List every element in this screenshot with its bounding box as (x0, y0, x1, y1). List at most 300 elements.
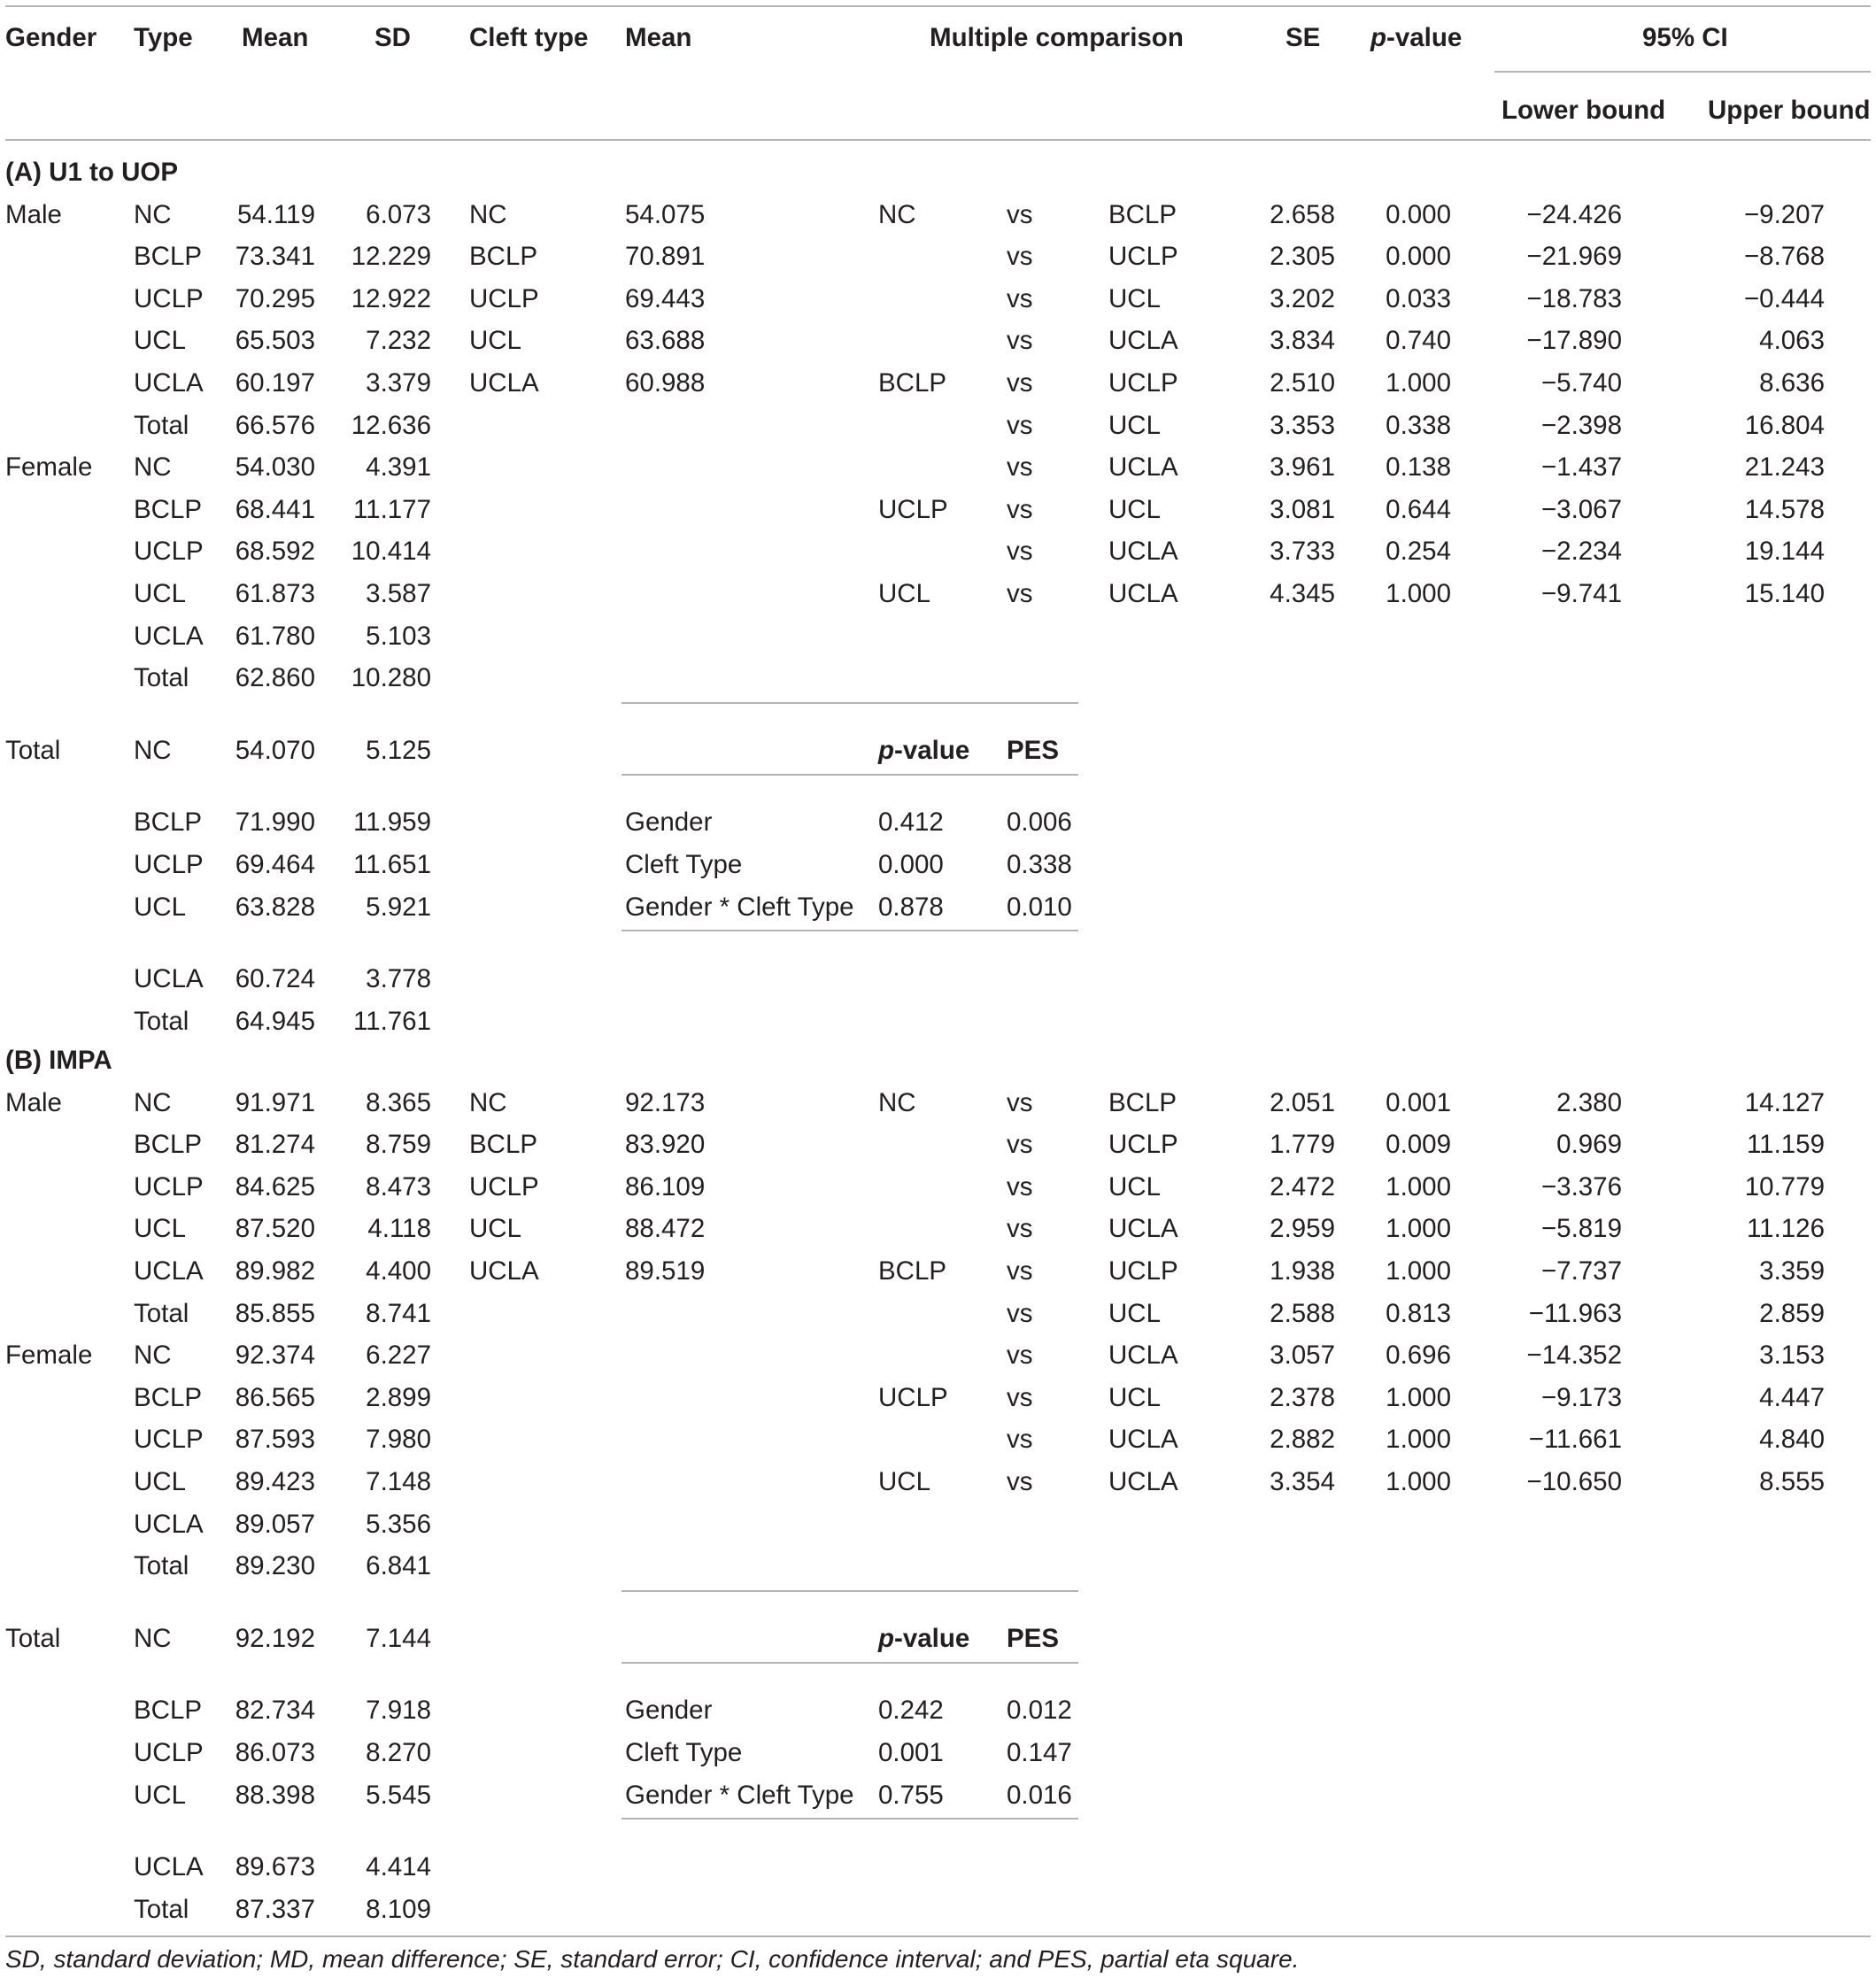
p-letter: p (1370, 23, 1387, 52)
p-suffix: -value (894, 735, 970, 765)
comparison-to-cell: UCLP (1108, 1256, 1178, 1286)
desc-type-cell: NC (134, 1623, 172, 1653)
comparison-from-cell: BCLP (878, 368, 947, 398)
cleft-mean-cell: 60.988 (625, 368, 706, 398)
desc-mean-cell: 63.828 (235, 892, 315, 922)
comparison-to-cell: UCLP (1108, 1130, 1178, 1160)
comparison-lo-cell: −18.783 (1526, 283, 1622, 313)
anova-header-pes: PES (1007, 735, 1060, 765)
comparison-vs-cell: vs (1007, 1425, 1033, 1455)
comparison-p-cell: 1.000 (1386, 1256, 1451, 1286)
desc-gender-cell: Female (5, 1341, 93, 1371)
cleft-type-cell: BCLP (469, 1130, 538, 1160)
comparison-hi-cell: 14.578 (1744, 494, 1825, 524)
desc-mean-cell: 68.441 (235, 494, 315, 524)
comparison-se-cell: 3.961 (1270, 452, 1335, 483)
comparison-p-cell: 0.000 (1386, 242, 1451, 272)
anova-pes-cell: 0.338 (1007, 850, 1072, 879)
desc-type-cell: UCL (134, 1780, 187, 1810)
desc-mean-cell: 85.855 (235, 1298, 315, 1328)
comparison-hi-cell: 11.159 (1746, 1130, 1825, 1160)
desc-mean-cell: 89.673 (235, 1852, 315, 1882)
cleft-mean-cell: 86.109 (625, 1171, 706, 1201)
col-header-cleft-type: Cleft type (469, 23, 589, 52)
desc-mean-cell: 73.341 (235, 242, 315, 272)
desc-type-cell: UCL (134, 326, 187, 356)
desc-type-cell: NC (134, 452, 172, 483)
comparison-se-cell: 3.733 (1270, 537, 1335, 567)
desc-type-cell: NC (134, 199, 172, 229)
cleft-mean-cell: 88.472 (625, 1214, 706, 1244)
desc-mean-cell: 92.374 (235, 1341, 315, 1371)
desc-mean-cell: 87.593 (235, 1425, 315, 1455)
comparison-vs-cell: vs (1007, 242, 1033, 272)
desc-mean-cell: 62.860 (235, 663, 315, 693)
desc-type-cell: BCLP (134, 242, 203, 272)
comparison-lo-cell: −2.234 (1540, 537, 1622, 567)
desc-sd-cell: 8.473 (366, 1171, 431, 1201)
anova-effect-cell: Cleft Type (625, 850, 743, 879)
desc-mean-cell: 64.945 (235, 1006, 315, 1036)
anova-p-cell: 0.000 (878, 850, 944, 879)
desc-sd-cell: 3.587 (366, 579, 431, 608)
desc-type-cell: Total (134, 1298, 189, 1328)
comparison-se-cell: 3.081 (1270, 494, 1335, 524)
comparison-vs-cell: vs (1007, 1382, 1033, 1412)
desc-sd-cell: 4.391 (366, 452, 431, 483)
desc-type-cell: Total (134, 1894, 189, 1924)
comparison-hi-cell: −8.768 (1743, 242, 1825, 272)
comparison-hi-cell: 19.144 (1744, 537, 1825, 567)
comparison-vs-cell: vs (1007, 1256, 1033, 1286)
desc-mean-cell: 54.119 (236, 199, 315, 229)
comparison-se-cell: 2.588 (1270, 1298, 1335, 1328)
comparison-p-cell: 1.000 (1386, 1425, 1451, 1455)
desc-sd-cell: 5.921 (366, 892, 431, 922)
desc-mean-cell: 66.576 (235, 410, 315, 440)
comparison-lo-cell: −11.963 (1528, 1298, 1622, 1328)
desc-mean-cell: 92.192 (235, 1623, 315, 1653)
desc-mean-cell: 81.274 (235, 1130, 315, 1160)
desc-mean-cell: 89.230 (235, 1551, 315, 1581)
desc-type-cell: UCLA (134, 621, 204, 651)
comparison-to-cell: UCLA (1108, 1214, 1178, 1244)
desc-type-cell: UCLP (134, 1425, 204, 1455)
desc-type-cell: NC (134, 1087, 172, 1117)
anova-top-rule (621, 1590, 1078, 1592)
desc-mean-cell: 87.520 (235, 1214, 315, 1244)
comparison-to-cell: UCL (1108, 283, 1162, 313)
cleft-mean-cell: 70.891 (625, 242, 706, 272)
comparison-hi-cell: 3.359 (1759, 1256, 1825, 1286)
desc-sd-cell: 12.229 (351, 242, 431, 272)
desc-mean-cell: 54.070 (235, 735, 315, 765)
comparison-from-cell: BCLP (878, 1256, 947, 1286)
desc-gender-cell: Female (5, 452, 93, 483)
comparison-p-cell: 0.740 (1386, 326, 1451, 356)
comparison-lo-cell: −7.737 (1540, 1256, 1622, 1286)
cleft-type-cell: NC (469, 1087, 507, 1117)
comparison-vs-cell: vs (1007, 368, 1033, 398)
desc-sd-cell: 12.636 (351, 410, 431, 440)
comparison-vs-cell: vs (1007, 326, 1033, 356)
comparison-from-cell: UCLP (878, 1382, 948, 1412)
desc-sd-cell: 7.144 (366, 1623, 431, 1653)
comparison-lo-cell: −3.376 (1540, 1171, 1622, 1201)
desc-mean-cell: 86.073 (235, 1738, 315, 1767)
desc-type-cell: BCLP (134, 494, 203, 524)
comparison-hi-cell: 4.063 (1759, 326, 1825, 356)
desc-sd-cell: 3.778 (366, 964, 431, 994)
desc-mean-cell: 70.295 (235, 283, 315, 313)
header-bottom-rule (5, 139, 1871, 141)
comparison-se-cell: 2.959 (1270, 1214, 1335, 1244)
desc-sd-cell: 5.103 (366, 621, 431, 651)
comparison-hi-cell: 3.153 (1759, 1341, 1825, 1371)
desc-type-cell: UCLP (134, 1171, 204, 1201)
desc-sd-cell: 4.118 (367, 1214, 431, 1244)
comparison-to-cell: UCL (1108, 1171, 1162, 1201)
desc-mean-cell: 69.464 (235, 850, 315, 879)
desc-type-cell: Total (134, 1006, 189, 1036)
comparison-lo-cell: 2.380 (1556, 1087, 1622, 1117)
col-header-sd: SD (374, 23, 411, 52)
comparison-p-cell: 0.644 (1386, 494, 1451, 524)
p-suffix: -value (894, 1623, 970, 1653)
comparison-se-cell: 2.510 (1270, 368, 1335, 398)
comparison-vs-cell: vs (1007, 1087, 1033, 1117)
desc-sd-cell: 8.270 (366, 1738, 431, 1767)
desc-type-cell: UCLA (134, 368, 204, 398)
desc-sd-cell: 11.651 (352, 850, 431, 879)
desc-sd-cell: 10.414 (351, 537, 431, 567)
comparison-se-cell: 4.345 (1270, 579, 1335, 608)
comparison-vs-cell: vs (1007, 1214, 1033, 1244)
desc-sd-cell: 11.959 (352, 807, 431, 838)
comparison-vs-cell: vs (1007, 1130, 1033, 1160)
desc-gender-cell: Male (5, 199, 62, 229)
comparison-p-cell: 0.254 (1386, 537, 1451, 567)
section-title: (B) IMPA (5, 1046, 112, 1075)
comparison-to-cell: UCLA (1108, 452, 1178, 483)
anova-bottom-rule (621, 1818, 1078, 1820)
comparison-p-cell: 0.338 (1386, 410, 1451, 440)
anova-pes-cell: 0.016 (1007, 1780, 1072, 1810)
comparison-se-cell: 2.305 (1270, 242, 1335, 272)
comparison-to-cell: UCLA (1108, 1341, 1178, 1371)
cleft-type-cell: UCL (469, 1214, 522, 1244)
anova-p-cell: 0.878 (878, 892, 944, 922)
anova-top-rule (621, 702, 1078, 704)
comparison-lo-cell: −14.352 (1526, 1341, 1622, 1371)
comparison-from-cell: NC (878, 199, 916, 229)
col-header-se: SE (1285, 23, 1321, 52)
desc-type-cell: BCLP (134, 1382, 203, 1412)
anova-effect-cell: Gender (625, 1696, 713, 1726)
comparison-to-cell: UCL (1108, 410, 1162, 440)
desc-sd-cell: 5.356 (366, 1509, 431, 1539)
desc-type-cell: UCLA (134, 1509, 204, 1539)
desc-sd-cell: 3.379 (366, 368, 431, 398)
cleft-type-cell: UCLP (469, 1171, 539, 1201)
desc-type-cell: Total (134, 1551, 189, 1581)
col-header-cleft-mean: Mean (625, 23, 692, 52)
cleft-type-cell: UCLA (469, 1256, 539, 1286)
desc-gender-cell: Total (5, 735, 61, 765)
comparison-vs-cell: vs (1007, 1467, 1033, 1496)
desc-sd-cell: 6.841 (366, 1551, 431, 1581)
comparison-se-cell: 3.057 (1270, 1341, 1335, 1371)
section-title: (A) U1 to UOP (5, 158, 179, 187)
col-header-mean: Mean (242, 23, 309, 52)
desc-gender-cell: Male (5, 1087, 62, 1117)
desc-type-cell: UCLP (134, 283, 204, 313)
anova-header-p-value (878, 735, 970, 765)
comparison-lo-cell: −21.969 (1526, 242, 1622, 272)
comparison-se-cell: 3.353 (1270, 410, 1335, 440)
desc-type-cell: BCLP (134, 1130, 203, 1160)
desc-mean-cell: 86.565 (235, 1382, 315, 1412)
desc-type-cell: UCL (134, 1214, 187, 1244)
comparison-lo-cell: −5.819 (1540, 1214, 1622, 1244)
desc-mean-cell: 87.337 (235, 1894, 315, 1924)
comparison-hi-cell: 8.636 (1759, 368, 1825, 398)
comparison-se-cell: 2.472 (1270, 1171, 1335, 1201)
cleft-mean-cell: 83.920 (625, 1130, 706, 1160)
cleft-mean-cell: 69.443 (625, 283, 706, 313)
comparison-p-cell: 0.138 (1386, 452, 1451, 483)
p-letter: p (878, 735, 895, 765)
comparison-from-cell: UCL (878, 579, 931, 608)
anova-effect-cell: Gender * Cleft Type (625, 1780, 854, 1810)
desc-sd-cell: 8.741 (366, 1298, 431, 1328)
comparison-hi-cell: 8.555 (1759, 1467, 1825, 1496)
desc-mean-cell: 89.057 (235, 1509, 315, 1539)
col-header-ci: 95% CI (1642, 23, 1728, 52)
desc-type-cell: BCLP (134, 807, 203, 838)
desc-mean-cell: 82.734 (235, 1696, 315, 1726)
comparison-hi-cell: 14.127 (1744, 1087, 1825, 1117)
comparison-to-cell: BCLP (1108, 1087, 1177, 1117)
comparison-hi-cell: 10.779 (1744, 1171, 1825, 1201)
desc-mean-cell: 71.990 (235, 807, 315, 838)
comparison-vs-cell: vs (1007, 1298, 1033, 1328)
comparison-se-cell: 2.658 (1270, 199, 1335, 229)
col-header-upper-bound: Upper bound (1708, 96, 1871, 125)
comparison-se-cell: 3.834 (1270, 326, 1335, 356)
comparison-lo-cell: −24.426 (1526, 199, 1622, 229)
comparison-to-cell: UCLP (1108, 242, 1178, 272)
comparison-se-cell: 2.882 (1270, 1425, 1335, 1455)
comparison-to-cell: BCLP (1108, 199, 1177, 229)
anova-p-cell: 0.412 (878, 807, 944, 838)
cleft-type-cell: UCLP (469, 283, 539, 313)
comparison-p-cell: 0.813 (1386, 1298, 1451, 1328)
cleft-mean-cell: 92.173 (625, 1087, 706, 1117)
comparison-p-cell: 1.000 (1386, 1214, 1451, 1244)
desc-sd-cell: 6.227 (366, 1341, 431, 1371)
desc-sd-cell: 7.980 (366, 1425, 431, 1455)
desc-sd-cell: 8.365 (366, 1087, 431, 1117)
desc-sd-cell: 8.109 (366, 1894, 431, 1924)
comparison-p-cell: 1.000 (1386, 579, 1451, 608)
desc-type-cell: UCLP (134, 537, 204, 567)
comparison-p-cell: 1.000 (1386, 1467, 1451, 1496)
comparison-from-cell: UCLP (878, 494, 948, 524)
comparison-lo-cell: −9.741 (1540, 579, 1622, 608)
desc-mean-cell: 88.398 (235, 1780, 315, 1810)
anova-pes-cell: 0.006 (1007, 807, 1072, 838)
desc-mean-cell: 68.592 (235, 537, 315, 567)
comparison-lo-cell: −17.890 (1526, 326, 1622, 356)
comparison-lo-cell: −1.437 (1540, 452, 1622, 483)
comparison-p-cell: 1.000 (1386, 1171, 1451, 1201)
anova-bottom-rule (621, 930, 1078, 931)
comparison-to-cell: UCLA (1108, 1425, 1178, 1455)
col-header-p-value (1370, 25, 1462, 51)
table-bottom-rule (5, 1936, 1871, 1937)
desc-mean-cell: 84.625 (235, 1171, 315, 1201)
desc-sd-cell: 11.761 (352, 1006, 431, 1036)
desc-type-cell: UCL (134, 892, 187, 922)
anova-effect-cell: Gender * Cleft Type (625, 892, 854, 922)
desc-sd-cell: 2.899 (366, 1382, 431, 1412)
comparison-p-cell: 0.009 (1386, 1130, 1451, 1160)
col-header-multiple-comparison: Multiple comparison (930, 23, 1184, 52)
desc-mean-cell: 60.724 (235, 964, 315, 994)
desc-sd-cell: 12.922 (351, 283, 431, 313)
desc-mean-cell: 60.197 (235, 368, 315, 398)
comparison-se-cell: 1.779 (1270, 1130, 1335, 1160)
comparison-p-cell: 0.033 (1386, 283, 1451, 313)
comparison-to-cell: UCL (1108, 494, 1162, 524)
desc-gender-cell: Total (5, 1623, 61, 1653)
anova-effect-cell: Cleft Type (625, 1738, 743, 1767)
anova-p-cell: 0.755 (878, 1780, 944, 1810)
cleft-type-cell: BCLP (469, 242, 538, 272)
desc-mean-cell: 54.030 (235, 452, 315, 483)
col-header-type: Type (134, 23, 193, 52)
comparison-to-cell: UCLA (1108, 1467, 1178, 1496)
table-footnote: SD, standard deviation; MD, mean difference; SE, standard error; CI, confidence interval; and PES, partial eta square. (5, 1945, 1300, 1973)
desc-sd-cell: 5.125 (366, 735, 431, 765)
cleft-mean-cell: 63.688 (625, 326, 706, 356)
comparison-lo-cell: −2.398 (1540, 410, 1622, 440)
comparison-lo-cell: −10.650 (1526, 1467, 1622, 1496)
desc-type-cell: UCLA (134, 1256, 204, 1286)
comparison-vs-cell: vs (1007, 1341, 1033, 1371)
desc-sd-cell: 6.073 (366, 199, 431, 229)
comparison-vs-cell: vs (1007, 452, 1033, 483)
p-suffix: -value (1386, 23, 1463, 52)
desc-sd-cell: 8.759 (366, 1130, 431, 1160)
comparison-lo-cell: −5.740 (1540, 368, 1622, 398)
desc-sd-cell: 7.232 (366, 326, 431, 356)
desc-sd-cell: 4.414 (366, 1852, 431, 1882)
comparison-hi-cell: 16.804 (1744, 410, 1825, 440)
desc-mean-cell: 61.873 (235, 579, 315, 608)
anova-header-rule (621, 774, 1078, 776)
anova-header-rule (621, 1662, 1078, 1664)
desc-mean-cell: 89.423 (235, 1467, 315, 1496)
comparison-vs-cell: vs (1007, 1171, 1033, 1201)
desc-type-cell: Total (134, 663, 189, 693)
desc-sd-cell: 11.177 (352, 494, 431, 524)
desc-type-cell: UCL (134, 1467, 187, 1496)
desc-type-cell: NC (134, 735, 172, 765)
desc-mean-cell: 91.971 (235, 1087, 315, 1117)
comparison-to-cell: UCLA (1108, 326, 1178, 356)
comparison-se-cell: 2.051 (1270, 1087, 1335, 1117)
anova-p-cell: 0.242 (878, 1696, 944, 1726)
col-header-gender: Gender (5, 23, 97, 52)
desc-mean-cell: 61.780 (235, 621, 315, 651)
desc-mean-cell: 89.982 (235, 1256, 315, 1286)
comparison-to-cell: UCL (1108, 1382, 1162, 1412)
comparison-p-cell: 1.000 (1386, 1382, 1451, 1412)
cleft-mean-cell: 89.519 (625, 1256, 706, 1286)
comparison-se-cell: 1.938 (1270, 1256, 1335, 1286)
desc-type-cell: UCLA (134, 964, 204, 994)
comparison-p-cell: 0.696 (1386, 1341, 1451, 1371)
comparison-se-cell: 2.378 (1270, 1382, 1335, 1412)
comparison-to-cell: UCL (1108, 1298, 1162, 1328)
comparison-vs-cell: vs (1007, 283, 1033, 313)
cleft-mean-cell: 54.075 (625, 199, 706, 229)
comparison-to-cell: UCLA (1108, 537, 1178, 567)
comparison-hi-cell: 4.447 (1759, 1382, 1825, 1412)
comparison-hi-cell: 21.243 (1744, 452, 1825, 483)
col-header-lower-bound: Lower bound (1502, 96, 1666, 125)
anova-header-p-value (878, 1623, 970, 1653)
anova-header-pes: PES (1007, 1623, 1060, 1653)
comparison-lo-cell: −9.173 (1540, 1382, 1622, 1412)
desc-type-cell: UCLP (134, 1738, 204, 1767)
comparison-hi-cell: 15.140 (1744, 579, 1825, 608)
comparison-p-cell: 0.001 (1386, 1087, 1451, 1117)
comparison-hi-cell: 2.859 (1759, 1298, 1825, 1328)
desc-mean-cell: 65.503 (235, 326, 315, 356)
comparison-lo-cell: −11.661 (1528, 1425, 1622, 1455)
comparison-hi-cell: 11.126 (1746, 1214, 1825, 1244)
comparison-lo-cell: 0.969 (1556, 1130, 1622, 1160)
desc-sd-cell: 10.280 (351, 663, 431, 693)
desc-sd-cell: 5.545 (366, 1780, 431, 1810)
anova-pes-cell: 0.147 (1007, 1738, 1072, 1767)
comparison-se-cell: 3.202 (1270, 283, 1335, 313)
comparison-hi-cell: −0.444 (1743, 283, 1825, 313)
comparison-from-cell: NC (878, 1087, 916, 1117)
desc-type-cell: UCLA (134, 1852, 204, 1882)
comparison-vs-cell: vs (1007, 494, 1033, 524)
desc-sd-cell: 7.918 (366, 1696, 431, 1726)
comparison-vs-cell: vs (1007, 410, 1033, 440)
comparison-lo-cell: −3.067 (1540, 494, 1622, 524)
comparison-vs-cell: vs (1007, 537, 1033, 567)
comparison-vs-cell: vs (1007, 579, 1033, 608)
comparison-from-cell: UCL (878, 1467, 931, 1496)
desc-type-cell: UCLP (134, 850, 204, 879)
anova-pes-cell: 0.012 (1007, 1696, 1072, 1726)
desc-sd-cell: 7.148 (366, 1467, 431, 1496)
cleft-type-cell: UCL (469, 326, 522, 356)
comparison-to-cell: UCLA (1108, 579, 1178, 608)
anova-p-cell: 0.001 (878, 1738, 944, 1767)
comparison-to-cell: UCLP (1108, 368, 1178, 398)
desc-type-cell: Total (134, 410, 189, 440)
comparison-se-cell: 3.354 (1270, 1467, 1335, 1496)
comparison-vs-cell: vs (1007, 199, 1033, 229)
